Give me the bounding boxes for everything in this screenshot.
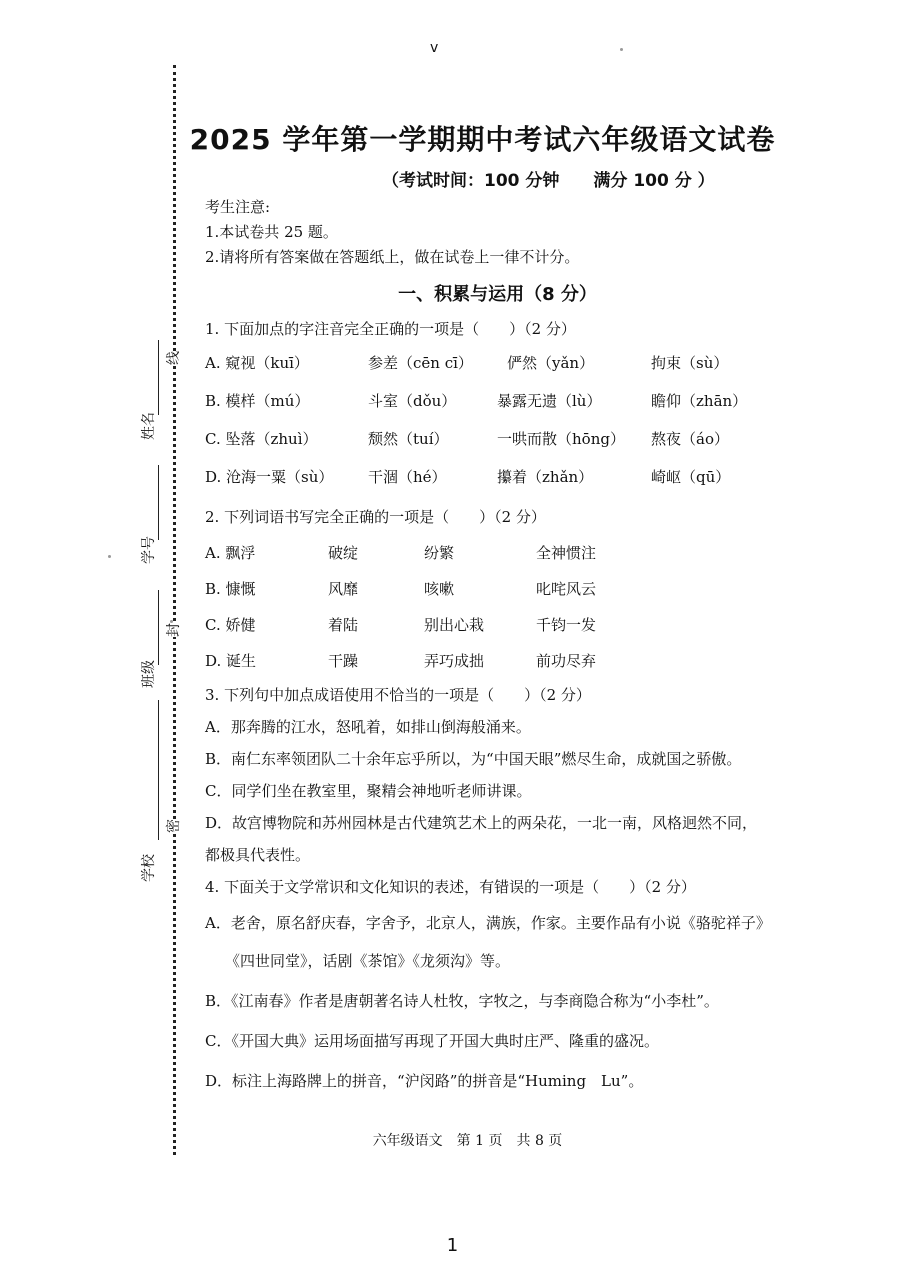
q2-a-2: 破绽	[328, 544, 359, 562]
q2-c-2: 着陆	[328, 616, 359, 634]
exam-subtitle: （考试时间：100 分钟 满分 100 分 ）	[382, 171, 715, 191]
school-blank[interactable]	[158, 700, 159, 840]
q1-c-2: 颓然（tuí）	[368, 430, 449, 448]
q3-option-d-line2: 都极具代表性。	[205, 846, 311, 864]
q4-option-a-line2: 《四世同堂》，话剧《茶馆》《龙须沟》等。	[225, 952, 511, 970]
binding-mark-line: 线	[163, 351, 183, 365]
q1-d-2: 干涸（hé）	[368, 468, 447, 486]
q2-d-3: 弄巧成拙	[424, 652, 485, 670]
q2-c-3: 别出心栽	[424, 616, 485, 634]
class-blank[interactable]	[158, 590, 159, 665]
q4-option-a-line1: A．老舍，原名舒庆春，字舍予，北京人，满族，作家。主要作品有小说《骆驼祥子》	[205, 914, 771, 932]
binding-mark-seal: 封	[163, 623, 183, 637]
q1-c-4: 熬夜（áo）	[651, 430, 729, 448]
number-label: 学号	[141, 536, 157, 564]
q1-stem: 1. 下面加点的字注音完全正确的一项是（ ）（2 分）	[205, 320, 576, 338]
q3-stem: 3. 下列句中加点成语使用不恰当的一项是（ ）（2 分）	[205, 686, 591, 704]
binding-mark-secret: 密	[163, 819, 183, 833]
name-blank[interactable]	[158, 340, 159, 415]
page-number: 1	[446, 1235, 459, 1256]
q4-option-d: D．标注上海路牌上的拼音，“沪闵路”的拼音是“Huming Lu”。	[205, 1072, 644, 1090]
notice-item-1: 1.本试卷共 25 题。	[205, 223, 338, 241]
top-mark: v	[430, 40, 439, 56]
q1-d-3: 攥着（zhǎn）	[497, 468, 594, 486]
binding-dotted-line	[173, 65, 176, 1155]
q2-b-4: 叱咤风云	[536, 580, 597, 598]
q4-option-b: B．《江南春》作者是唐朝著名诗人杜牧，字牧之，与李商隐合称为“小李杜”。	[205, 992, 719, 1010]
q4-stem: 4. 下面关于文学常识和文化知识的表述，有错误的一项是（ ）（2 分）	[205, 878, 696, 896]
q2-d-2: 干躁	[328, 652, 359, 670]
section-heading: 一、积累与运用（8 分）	[398, 284, 597, 305]
q1-b-1: B. 模样（mú）	[205, 392, 310, 410]
q1-d-1: D. 沧海一粟（sù）	[205, 468, 334, 486]
name-label: 姓名	[141, 412, 157, 440]
q1-a-1: A. 窥视（kuī）	[205, 354, 309, 372]
q1-a-3: 俨然（yǎn）	[507, 354, 595, 372]
notice-heading: 考生注意:	[205, 198, 271, 216]
q2-c-4: 千钧一发	[536, 616, 597, 634]
q1-c-3: 一哄而散（hōng）	[497, 430, 625, 448]
q4-option-c: C．《开国大典》运用场面描写再现了开国大典时庄严、隆重的盛况。	[205, 1032, 659, 1050]
q2-b-1: B. 慷慨	[205, 580, 256, 598]
notice-item-2: 2.请将所有答案做在答题纸上，做在试卷上一律不计分。	[205, 248, 580, 266]
q1-a-4: 拘束（sù）	[651, 354, 729, 372]
q3-option-d-line1: D．故宫博物院和苏州园林是古代建筑艺术上的两朵花，一北一南，风格迥然不同，	[205, 814, 758, 832]
q3-option-a: A．那奔腾的江水，怒吼着，如排山倒海般涌来。	[205, 718, 531, 736]
school-label: 学校	[141, 854, 157, 882]
q2-a-1: A. 飘浮	[205, 544, 256, 562]
exam-title: 2025 学年第一学期期中考试六年级语文试卷	[189, 123, 776, 156]
q2-b-3: 咳嗽	[424, 580, 455, 598]
page-footer: 六年级语文 第 1 页 共 8 页	[372, 1133, 563, 1149]
q1-c-1: C. 坠落（zhuì）	[205, 430, 318, 448]
q2-d-1: D. 诞生	[205, 652, 257, 670]
q2-d-4: 前功尽弃	[536, 652, 597, 670]
q2-a-3: 纷繁	[424, 544, 455, 562]
q2-a-4: 全神惯注	[536, 544, 597, 562]
q3-option-b: B．南仁东率领团队二十余年忘乎所以，为“中国天眼”燃尽生命，成就国之骄傲。	[205, 750, 742, 768]
class-label: 班级	[141, 660, 157, 688]
q1-b-3: 暴露无遗（lù）	[497, 392, 602, 410]
number-blank[interactable]	[158, 465, 159, 540]
q1-b-2: 斗室（dǒu）	[368, 392, 457, 410]
q2-b-2: 风靡	[328, 580, 359, 598]
q1-d-4: 崎岖（qū）	[651, 468, 731, 486]
q2-stem: 2. 下列词语书写完全正确的一项是（ ）（2 分）	[205, 508, 546, 526]
q3-option-c: C．同学们坐在教室里，聚精会神地听老师讲课。	[205, 782, 532, 800]
q1-b-4: 瞻仰（zhān）	[651, 392, 748, 410]
q1-a-2: 参差（cēn cī）	[368, 354, 473, 372]
q2-c-1: C. 娇健	[205, 616, 256, 634]
